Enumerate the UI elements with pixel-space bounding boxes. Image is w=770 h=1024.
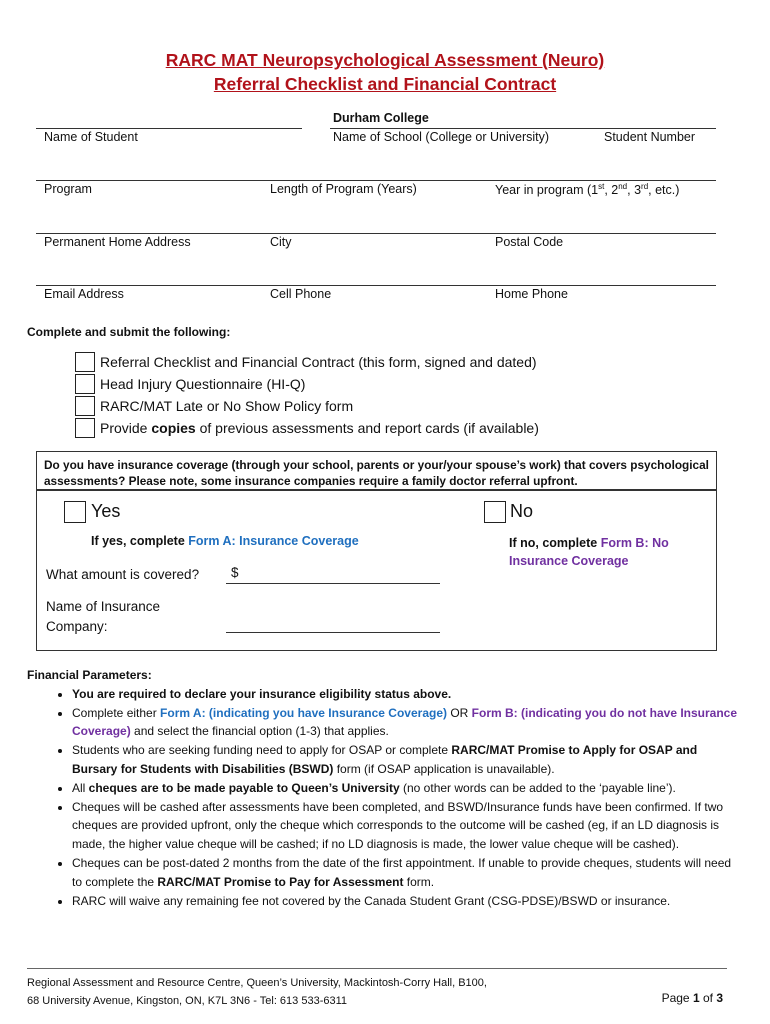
- no-label: No: [510, 501, 534, 521]
- checklist-item: Head Injury Questionnaire (HI-Q): [75, 373, 539, 395]
- footer-address: Regional Assessment and Resource Centre, Queen’s University, Mackintosh-Corry Hall, B100, 68 University Avenue, Kingston, ON, K7L 3N6 - Tel: 613 533-6311: [27, 977, 487, 1007]
- footer-divider: [27, 968, 727, 969]
- permanent-address-label: Permanent Home Address: [44, 235, 191, 249]
- financial-heading: Financial Parameters:: [27, 668, 152, 682]
- name-of-school-label: Name of School (College or University): [333, 130, 550, 144]
- amount-label: What amount is covered?: [46, 567, 200, 582]
- document-subtitle: Referral Checklist and Financial Contract: [213, 74, 557, 94]
- home-phone-label: Home Phone: [495, 287, 568, 301]
- list-item: • RARC will waive any remaining fee not covered by the Canada Student Grant (CSG-PDSE)/BSWD or insurance.: [72, 892, 742, 911]
- city-label: City: [270, 235, 292, 249]
- name-of-student-label: Name of Student: [44, 130, 138, 144]
- checkbox[interactable]: [75, 396, 95, 416]
- yes-checkbox[interactable]: [64, 501, 86, 523]
- checklist-heading: Complete and submit the following:: [27, 325, 231, 339]
- page-number: Page 1 of 3: [661, 991, 723, 1005]
- financial-list: [27, 685, 742, 911]
- checkbox[interactable]: [75, 352, 95, 372]
- list-item: • Students who are seeking funding need to apply for OSAP or complete RARC/MAT Promise to Apply for OSAP and Bursary for Students with Disabilities (BSWD) form (if OSAP application is unavailable).: [72, 741, 742, 779]
- address-line[interactable]: [36, 233, 716, 234]
- program-label: Program: [44, 182, 92, 196]
- list-item: • Complete either Form A: (indicating you have Insurance Coverage) OR Form B: (indicating you do not have Insurance Coverage) and select the financial option (1-3) that applies.: [72, 704, 742, 742]
- list-item: • All cheques are to be made payable to Queen’s University (no other words can be added to the ‘payable line’).: [72, 779, 742, 798]
- email-label: Email Address: [44, 287, 124, 301]
- insurer-label: Name of Insurance Company:: [46, 599, 161, 634]
- email-line[interactable]: [36, 285, 716, 286]
- document-title: RARC MAT Neuropsychological Assessment (Neuro): [165, 50, 605, 70]
- no-checkbox[interactable]: [484, 501, 506, 523]
- student-number-label: Student Number: [604, 130, 696, 144]
- checklist-item: Provide copies of previous assessments and report cards (if available): [75, 417, 539, 439]
- school-value: Durham College: [333, 111, 429, 125]
- no-instruction: If no, complete Form B: No Insurance Coverage: [509, 536, 669, 568]
- school-line[interactable]: [330, 128, 716, 129]
- student-name-line[interactable]: [36, 128, 302, 129]
- checkbox[interactable]: [75, 374, 95, 394]
- submission-checklist: [75, 351, 539, 439]
- list-item: • You are required to declare your insurance eligibility status above.: [72, 685, 742, 704]
- checkbox[interactable]: [75, 418, 95, 438]
- postal-code-label: Postal Code: [495, 235, 564, 249]
- list-item: • Cheques will be cashed after assessments have been completed, and BSWD/Insurance funds have been confirmed. If two cheques are provided upfront, only the cheque which corresponds to the outcome will be cashed (eg, if an LD diagnosis is made, the higher value cheque will be cashed; if no LD diagnosis is made, the lower value cheque will be cashed).: [72, 798, 742, 854]
- checklist-item: Referral Checklist and Financial Contract (this form, signed and dated): [75, 351, 539, 373]
- year-in-program-label: Year in program (1st, 2nd, 3rd, etc.): [495, 182, 680, 198]
- insurance-question: Do you have insurance coverage (through your school, parents or your/your spouse’s work) that covers psychological assessments? Please note, some insurance companies require a family doctor referral upfront.: [36, 451, 717, 491]
- length-of-program-label: Length of Program (Years): [270, 182, 417, 196]
- yes-instruction: If yes, complete Form A: Insurance Coverage: [91, 534, 359, 548]
- program-line[interactable]: [36, 180, 716, 181]
- financial-parameters: [27, 666, 742, 910]
- currency-symbol: $: [231, 565, 239, 580]
- insurer-field[interactable]: [226, 632, 440, 633]
- checklist-item: RARC/MAT Late or No Show Policy form: [75, 395, 539, 417]
- amount-field[interactable]: [226, 583, 440, 584]
- yes-label: Yes: [91, 501, 121, 521]
- list-item: • Cheques can be post-dated 2 months from the date of the first appointment. If unable to provide cheques, students will need to complete the RARC/MAT Promise to Pay for Assessment form.: [72, 854, 742, 892]
- cell-phone-label: Cell Phone: [270, 287, 332, 301]
